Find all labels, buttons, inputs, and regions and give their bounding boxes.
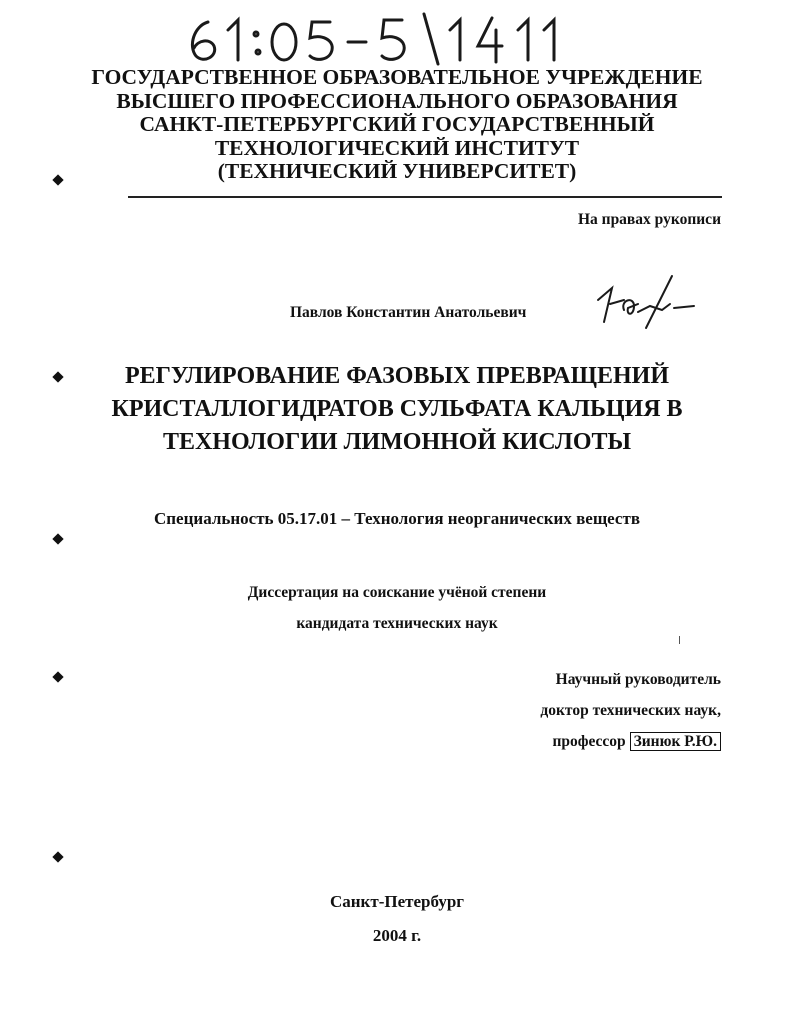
thesis-line-1: Диссертация на соискание учёной степени <box>247 584 547 601</box>
margin-bullet-3 <box>52 533 63 544</box>
margin-bullet-5 <box>52 851 63 862</box>
footer-year: 2004 г. <box>372 926 422 945</box>
supervisor-block <box>540 664 721 757</box>
footer <box>0 885 794 953</box>
institution-line-5: (ТЕХНИЧЕСКИЙ УНИВЕРСИТЕТ) <box>217 159 577 183</box>
handwritten-number-drawing <box>180 8 600 66</box>
author-signature <box>590 270 700 340</box>
supervisor-name: Зинюк Р.Ю. <box>630 732 721 751</box>
supervisor-degree: доктор технических наук, <box>540 702 721 719</box>
institution-line-3: САНКТ-ПЕТЕРБУРГСКИЙ ГОСУДАРСТВЕННЫЙ <box>139 112 655 136</box>
institution-header <box>0 66 794 184</box>
supervisor-title-line <box>540 726 721 757</box>
scan-mark <box>679 636 680 644</box>
institution-line-2: ВЫСШЕГО ПРОФЕССИОНАЛЬНОГО ОБРАЗОВАНИЯ <box>116 88 678 113</box>
supervisor-role: Научный руководитель <box>555 671 721 688</box>
title-line-2: КРИСТАЛЛОГИДРАТОВ СУЛЬФАТА КАЛЬЦИЯ В <box>111 396 683 422</box>
institution-line-1: ГОСУДАРСТВЕННОЕ ОБРАЗОВАТЕЛЬНОЕ УЧРЕЖДЕНИЕ <box>91 65 703 89</box>
footer-city: Санкт-Петербург <box>329 892 465 911</box>
title-line-1: РЕГУЛИРОВАНИЕ ФАЗОВЫХ ПРЕВРАЩЕНИЙ <box>124 363 669 389</box>
specialty: Специальность 05.17.01 – Технология неорганических веществ <box>153 509 641 528</box>
dissertation-title <box>0 360 794 459</box>
header-divider <box>128 196 722 198</box>
supervisor-title: профессор <box>552 733 626 750</box>
rights-note: На правах рукописи <box>577 211 721 228</box>
handwritten-registry-number <box>180 8 600 66</box>
thesis-description <box>0 577 794 639</box>
title-line-3: ТЕХНОЛОГИИ ЛИМОННОЙ КИСЛОТЫ <box>162 429 632 455</box>
institution-line-4: ТЕХНОЛОГИЧЕСКИЙ ИНСТИТУТ <box>214 135 580 160</box>
author-name: Павлов Константин Анатольевич <box>290 304 527 321</box>
margin-bullet-4 <box>52 671 63 682</box>
thesis-line-2: кандидата технических наук <box>296 615 498 632</box>
